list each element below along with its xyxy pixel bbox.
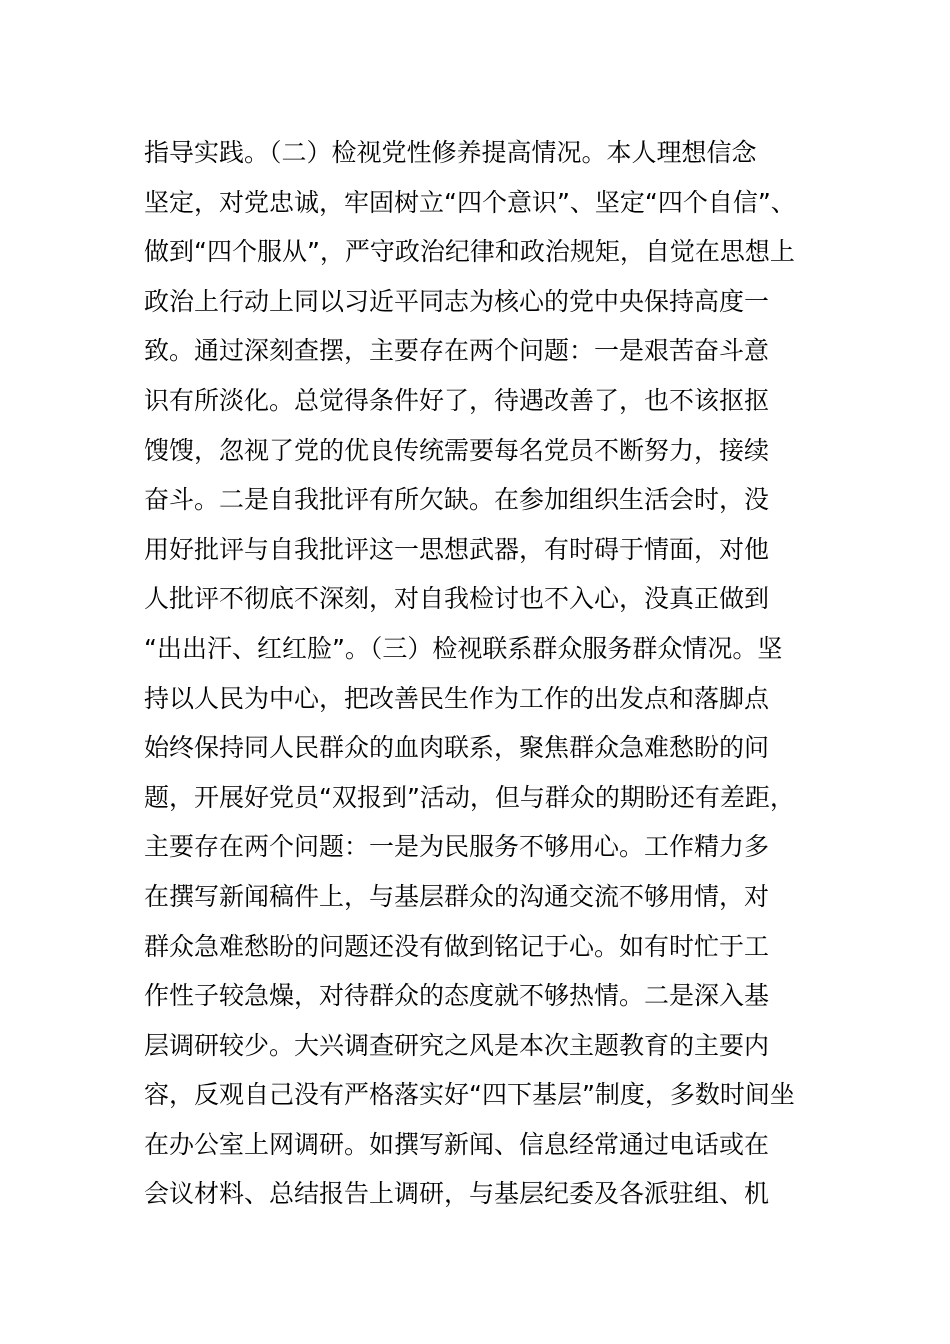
text-line: 政治上行动上同以习近平同志为核心的党中央保持高度一 — [144, 286, 770, 316]
text-line: 馊馊，忽视了党的优良传统需要每名党员不断努力，接续 — [144, 435, 770, 465]
text-line: 在办公室上网调研。如撰写新闻、信息经常通过电话或在 — [144, 1129, 770, 1159]
text-line: 会议材料、总结报告上调研，与基层纪委及各派驻组、机 — [144, 1179, 770, 1209]
text-line: 识有所淡化。总觉得条件好了，待遇改善了，也不该抠抠 — [144, 385, 770, 415]
text-line: 做到“四个服从”，严守政治纪律和政治规矩，自觉在思想上 — [144, 237, 795, 267]
text-line: “出出汗、红红脸”。（三）检视联系群众服务群众情况。坚 — [144, 633, 783, 663]
text-line: 容，反观自己没有严格落实好“四下基层”制度，多数时间坐 — [144, 1080, 795, 1110]
text-line: 层调研较少。大兴调查研究之风是本次主题教育的主要内 — [144, 1030, 770, 1060]
text-line: 用好批评与自我批评这一思想武器，有时碍于情面，对他 — [144, 534, 770, 564]
body-text — [144, 128, 814, 1219]
text-line: 奋斗。二是自我批评有所欠缺。在参加组织生活会时，没 — [144, 485, 770, 515]
text-line: 致。通过深刻查摆，主要存在两个问题：一是艰苦奋斗意 — [144, 336, 770, 366]
text-line: 题，开展好党员“双报到”活动，但与群众的期盼还有差距， — [144, 782, 795, 812]
text-line: 始终保持同人民群众的血肉联系，聚焦群众急难愁盼的问 — [144, 733, 770, 763]
text-line: 持以人民为中心，把改善民生作为工作的出发点和落脚点 — [144, 683, 770, 713]
text-line: 在撰写新闻稿件上，与基层群众的沟通交流不够用情，对 — [144, 881, 770, 911]
text-line: 人批评不彻底不深刻，对自我检讨也不入心，没真正做到 — [144, 584, 770, 614]
text-line: 群众急难愁盼的问题还没有做到铭记于心。如有时忙于工 — [144, 931, 770, 961]
text-line: 作性子较急燥，对待群众的态度就不够热情。二是深入基 — [144, 981, 770, 1011]
text-line: 主要存在两个问题：一是为民服务不够用心。工作精力多 — [144, 832, 770, 862]
text-line: 指导实践。（二）检视党性修养提高情况。本人理想信念 — [144, 138, 757, 167]
text-line: 坚定，对党忠诚，牢固树立“四个意识”、坚定“四个自信”、 — [144, 187, 796, 217]
